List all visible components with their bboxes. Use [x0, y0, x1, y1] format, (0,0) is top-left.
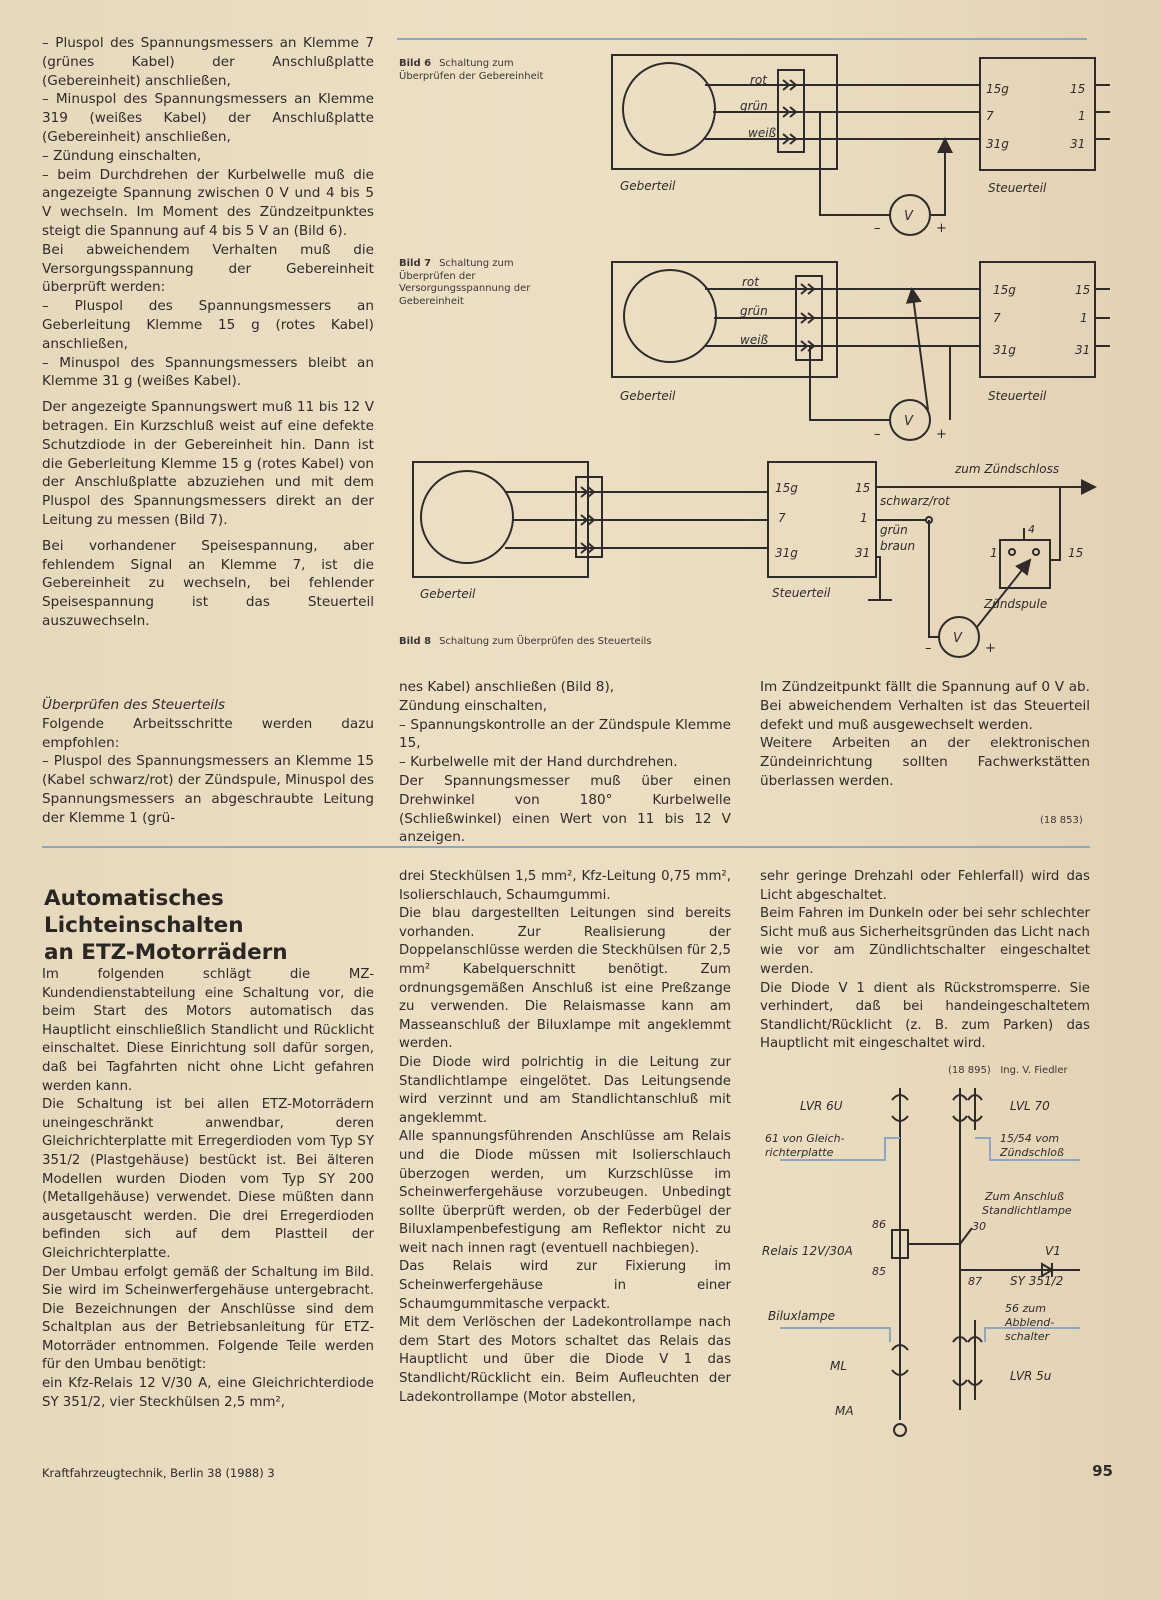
- wire-label: grün: [740, 304, 768, 318]
- terminal-label: 7: [993, 311, 1001, 325]
- paragraph: Bei vorhandener Speisespannung, aber fehlendem Signal an Klemme 7, ist die Gebereinheit zu wechseln, bei fehlender Speisespannung ist das Steuerteil auszuwechseln.: [42, 537, 374, 629]
- terminal-label: 15: [1070, 82, 1086, 96]
- block-label: Steuerteil: [988, 181, 1047, 195]
- target-label: Standlichtlampe: [982, 1204, 1072, 1217]
- paragraph: Alle spannungsführenden Anschlüsse am Relais und die Diode müssen mit Isolierschlauch überzogen werden, um Kurzschlüsse im Scheinwerfergehäuse vorzubeugen. Unbedingt sollte überprüft werden, ob der Federbügel der Biluxlampenbefestigung am Reflektor nicht zu weit nach innen ragt (eventuell nachbiegen).: [399, 1129, 731, 1256]
- terminal-label: 30: [972, 1220, 986, 1233]
- terminal-label: MA: [835, 1404, 854, 1418]
- paragraph: – Kurbelwelle mit der Hand durchdrehen.: [399, 754, 678, 771]
- voltmeter-label: V: [904, 414, 913, 429]
- target-label: Zum Anschluß: [985, 1190, 1064, 1203]
- ignition-coil-box: [1000, 540, 1050, 588]
- connector-label: LVL 70: [1010, 1099, 1050, 1113]
- paragraph: Der angezeigte Spannungswert muß 11 bis 12 V betragen. Ein Kurzschluß weist auf eine defekte Schutzdiode in der Gebereinheit hin. Dann ist die Geberleitung Klemme 15 g (rotes Kabel) von der Anschlußplatte abzuziehen und mit dem Pluspol des Spannungsmessers direkt an der Leitung zu messen (Bild 7).: [42, 399, 374, 528]
- caption-text: Schaltung zum Überprüfen des Steuerteils: [439, 636, 652, 647]
- paragraph: Zündung einschalten,: [399, 697, 548, 714]
- minus-label: –: [874, 427, 881, 442]
- wire-label: rot: [742, 275, 759, 289]
- terminal-label: 31: [1070, 137, 1086, 151]
- terminal-label: 7: [986, 109, 994, 123]
- terminal-label: 1: [860, 511, 868, 525]
- coil-label: Zündspule: [984, 597, 1048, 611]
- page-number: 95: [1092, 1462, 1113, 1480]
- block-label: Steuerteil: [988, 389, 1047, 403]
- voltmeter-label: V: [904, 209, 913, 224]
- terminal-label: 15: [1075, 283, 1091, 297]
- wire-label: grün: [880, 523, 908, 537]
- caption-text: Schaltung zum Überprüfen der Gebereinheit: [399, 58, 544, 82]
- paragraph: Bei abweichendem Verhalten muß die Versorgungsspannung der Gebereinheit überprüft werden:: [42, 241, 374, 296]
- paragraph: Mit dem Verlöschen der Ladekontrollampe nach dem Start des Motors schaltet das Relais das Hauptlicht und über die Diode V 1 das Standlicht/Rücklicht ein. Beim Aufleuchten der Ladekontrollampe (Motor abstellen,: [399, 1315, 731, 1405]
- paragraph: – Minuspol des Spannungsmessers an Klemme 319 (weißes Kabel) der Anschlußplatte (Gebereinheit) anschließen,: [42, 91, 374, 145]
- target-label: 56 zum: [1005, 1302, 1046, 1315]
- plus-label: +: [985, 641, 996, 656]
- section-heading: Überprüfen des Steuerteils: [42, 697, 226, 713]
- wire-label: weiß: [740, 333, 769, 347]
- paragraph: Der Umbau erfolgt gemäß der Schaltung im Bild. Sie wird im Scheinwerfergehäuse untergebracht. Die Bezeichnungen der Anschlüsse sind dem Schaltplan aus der Betriebsanleitung für ETZ-Motorräder entnommen. Folgende Teile werden für den Umbau benötigt:: [42, 1264, 374, 1373]
- paragraph: Der Spannungsmesser muß über einen Drehwinkel von 180° Kurbelwelle (Schließwinkel) einen Wert von 11 bis 12 V anzeigen.: [399, 772, 731, 846]
- sensor-circle: [623, 63, 715, 155]
- reference-number: (18 895): [948, 1065, 991, 1076]
- title-line: Automatisches: [44, 886, 224, 911]
- bottom-right-column: [760, 678, 1090, 791]
- caption-number: Bild 8: [399, 636, 432, 647]
- wire-label: schwarz/rot: [880, 494, 950, 508]
- terminal-label: 31g: [993, 343, 1016, 357]
- lamp-label: Biluxlampe: [768, 1309, 835, 1323]
- terminal-label: 85: [872, 1265, 886, 1278]
- diode-label: V1: [1045, 1244, 1061, 1258]
- paragraph: – Zündung einschalten,: [42, 147, 202, 164]
- block-label: Geberteil: [420, 587, 476, 601]
- paragraph: drei Steckhülsen 1,5 mm², Kfz-Leitung 0,75 mm², Isolierschlauch, Schaumgummi.: [399, 869, 731, 903]
- wire-label: braun: [880, 539, 916, 553]
- target-label: Abblend-: [1005, 1316, 1055, 1329]
- paragraph: Das Relais wird zur Fixierung im Scheinwerfergehäuse in einer Schaumgummitasche verpackt.: [399, 1259, 731, 1312]
- article-title: [44, 885, 374, 966]
- paragraph: Folgende Arbeitsschritte werden dazu empfohlen:: [42, 715, 374, 751]
- terminal-label: 86: [872, 1218, 886, 1231]
- paragraph: Im Zündzeitpunkt fällt die Spannung auf 0 V ab. Bei abweichendem Verhalten ist das Steuerteil defekt und muß ausgewechselt werden.: [760, 679, 1090, 733]
- terminal-label: ML: [830, 1359, 848, 1373]
- paragraph: Im folgenden schlägt die MZ-Kundendienstabteilung eine Schaltung vor, die beim Start des Motors automatisch das Hauptlicht einschließlich Standlicht und Rücklicht einschaltet. Diese Einrichtung soll dafür sorgen, daß bei Tagfahrten nicht ohne Licht gefahren werden kann.: [42, 967, 374, 1094]
- paragraph: ein Kfz-Relais 12 V/30 A, eine Gleichrichterdiode SY 351/2, vier Steckhülsen 2,5 mm²,: [42, 1376, 374, 1410]
- terminal-label: 1: [1080, 311, 1088, 325]
- source-label: 15/54 vom: [1000, 1132, 1060, 1145]
- terminal-label: 15g: [986, 82, 1009, 96]
- caption-number: Bild 7: [399, 258, 432, 269]
- block-label: Steuerteil: [772, 586, 831, 600]
- paragraph: Beim Fahren im Dunkeln oder bei sehr schlechter Sicht muß aus Sicherheitsgründen das Licht nach wie vor am Zündlichtschalter eingeschaltet werden.: [760, 906, 1090, 977]
- paragraph: – Pluspol des Spannungsmessers an Geberleitung Klemme 15 g (rotes Kabel) anschließen,: [42, 298, 374, 352]
- connector-label: LVR 5u: [1010, 1369, 1052, 1383]
- source-label: 61 von Gleich-: [765, 1132, 845, 1145]
- terminal-label: 4: [1028, 523, 1035, 536]
- wire-label: rot: [750, 73, 767, 87]
- title-line: Lichteinschalten: [44, 913, 244, 938]
- article-column-1: [42, 966, 374, 1412]
- wire-label: grün: [740, 99, 768, 113]
- divider-middle: [42, 846, 1090, 848]
- paragraph: – Pluspol des Spannungsmessers an Klemme 15 (Kabel schwarz/rot) der Zündspule, Minuspol des Spannungsmessers an abgeschraubte Leitung der Klemme 1 (grü-: [42, 753, 375, 826]
- title-line: an ETZ-Motorrädern: [44, 940, 288, 965]
- diode-type: SY 351/2: [1010, 1274, 1064, 1288]
- minus-label: –: [874, 221, 881, 236]
- terminal-label: 15: [1068, 546, 1084, 560]
- terminal-label: 31: [855, 546, 871, 560]
- terminal-label: 1: [1078, 109, 1086, 123]
- paragraph: Die Diode wird polrichtig in die Leitung zur Standlichtlampe eingelötet. Das Leitungsende wird verzinnt und am Standlichtanschluß mit angeklemmt.: [399, 1054, 731, 1126]
- target-label: schalter: [1005, 1330, 1050, 1343]
- paragraph: nes Kabel) anschließen (Bild 8),: [399, 679, 615, 695]
- source-label: richterplatte: [765, 1146, 834, 1159]
- circuit-diagrams: [0, 0, 1161, 700]
- footer-citation: Kraftfahrzeugtechnik, Berlin 38 (1988) 3: [42, 1466, 275, 1480]
- paragraph: – Pluspol des Spannungsmessers an Klemme 7 (grünes Kabel) der Anschlußplatte (Gebereinheit) anschließen,: [42, 35, 374, 89]
- minus-label: –: [925, 641, 932, 656]
- paragraph: – Minuspol des Spannungsmessers bleibt an Klemme 31 g (weißes Kabel).: [42, 354, 374, 390]
- sensor-circle: [624, 270, 716, 362]
- relay-label: Relais 12V/30A: [762, 1244, 853, 1258]
- caption-number: Bild 6: [399, 58, 432, 69]
- caption-text: Schaltung zum Überprüfen der Versorgungsspannung der Gebereinheit: [399, 258, 531, 307]
- relay-diagram: [760, 1080, 1100, 1450]
- paragraph: Die Diode V 1 dient als Rückstromsperre. Sie verhindert, daß bei handeingeschaltetem Standlicht/Rücklicht (z. B. zum Parken) das Hauptlicht mit eingeschaltet wird.: [760, 980, 1090, 1052]
- paragraph: sehr geringe Drehzahl oder Fehlerfall) wird das Licht abgeschaltet.: [760, 869, 1090, 903]
- bottom-mid-column: [399, 678, 731, 847]
- terminal-label: 31: [1075, 343, 1091, 357]
- paragraph: Weitere Arbeiten an der elektronischen Zündeinrichtung sollten Fachwerkstätten überlassen werden.: [760, 735, 1090, 789]
- terminal-label: 15g: [775, 481, 798, 495]
- sensor-circle: [421, 471, 513, 563]
- article-column-2: [399, 868, 731, 1407]
- article-reference: [948, 1065, 1068, 1076]
- destination-label: zum Zündschloss: [955, 462, 1060, 476]
- terminal-label: 31g: [775, 546, 798, 560]
- plus-label: +: [936, 427, 947, 442]
- paragraph: – Spannungskontrolle an der Zündspule Klemme 15,: [399, 716, 731, 752]
- terminal-label: 1: [990, 546, 998, 560]
- block-label: Geberteil: [620, 179, 676, 193]
- plus-label: +: [936, 221, 947, 236]
- paragraph: Die Schaltung ist bei allen ETZ-Motorrädern uneingeschränkt anwendbar, deren Gleichrichterplatte mit Erregerdioden vom Typ SY 351/2 (Plastgehäuse) bestückt ist. Bei älteren Modellen wurden Dioden vom Typ SY 200 (Metallgehäuse) verwendet. Diese müßten dann ausgetauscht werden. Die drei Erregerdioden befinden sich auf dem Plastteil der Gleichrichterplatte.: [42, 1097, 374, 1261]
- paragraph: Die blau dargestellten Leitungen sind bereits vorhanden. Zur Realisierung der Doppelanschlüsse werden die Steckhülsen für 2,5 mm² Kabelquerschnitt benötigt. Zum ordnungsgemäßen Anschluß ist eine Preßzange zu verwenden. Die Relaismasse kann am Masseanschluß der Biluxlampe mit angeklemmt werden.: [399, 906, 731, 1052]
- terminal-label: 15: [855, 481, 871, 495]
- bottom-left-column: [42, 696, 374, 828]
- source-label: Zündschloß: [1000, 1146, 1064, 1159]
- article-column-3: [760, 868, 1090, 1054]
- terminal-label: 87: [968, 1275, 982, 1288]
- reference-number: (18 853): [1040, 815, 1083, 826]
- terminal-label: 15g: [993, 283, 1016, 297]
- voltmeter-label: V: [953, 631, 962, 646]
- wire-label: weiß: [748, 126, 777, 140]
- block-label: Geberteil: [620, 389, 676, 403]
- terminal-label: 31g: [986, 137, 1009, 151]
- terminal-label: 7: [778, 511, 786, 525]
- connector-label: LVR 6U: [800, 1099, 843, 1113]
- paragraph: – beim Durchdrehen der Kurbelwelle muß die angezeigte Spannung zwischen 0 V und 4 bis 5 V wechseln. Im Moment des Zündzeitpunktes steigt die Spannung auf 4 bis 5 V an (Bild 6).: [42, 166, 374, 239]
- author: Ing. V. Fiedler: [1000, 1065, 1068, 1076]
